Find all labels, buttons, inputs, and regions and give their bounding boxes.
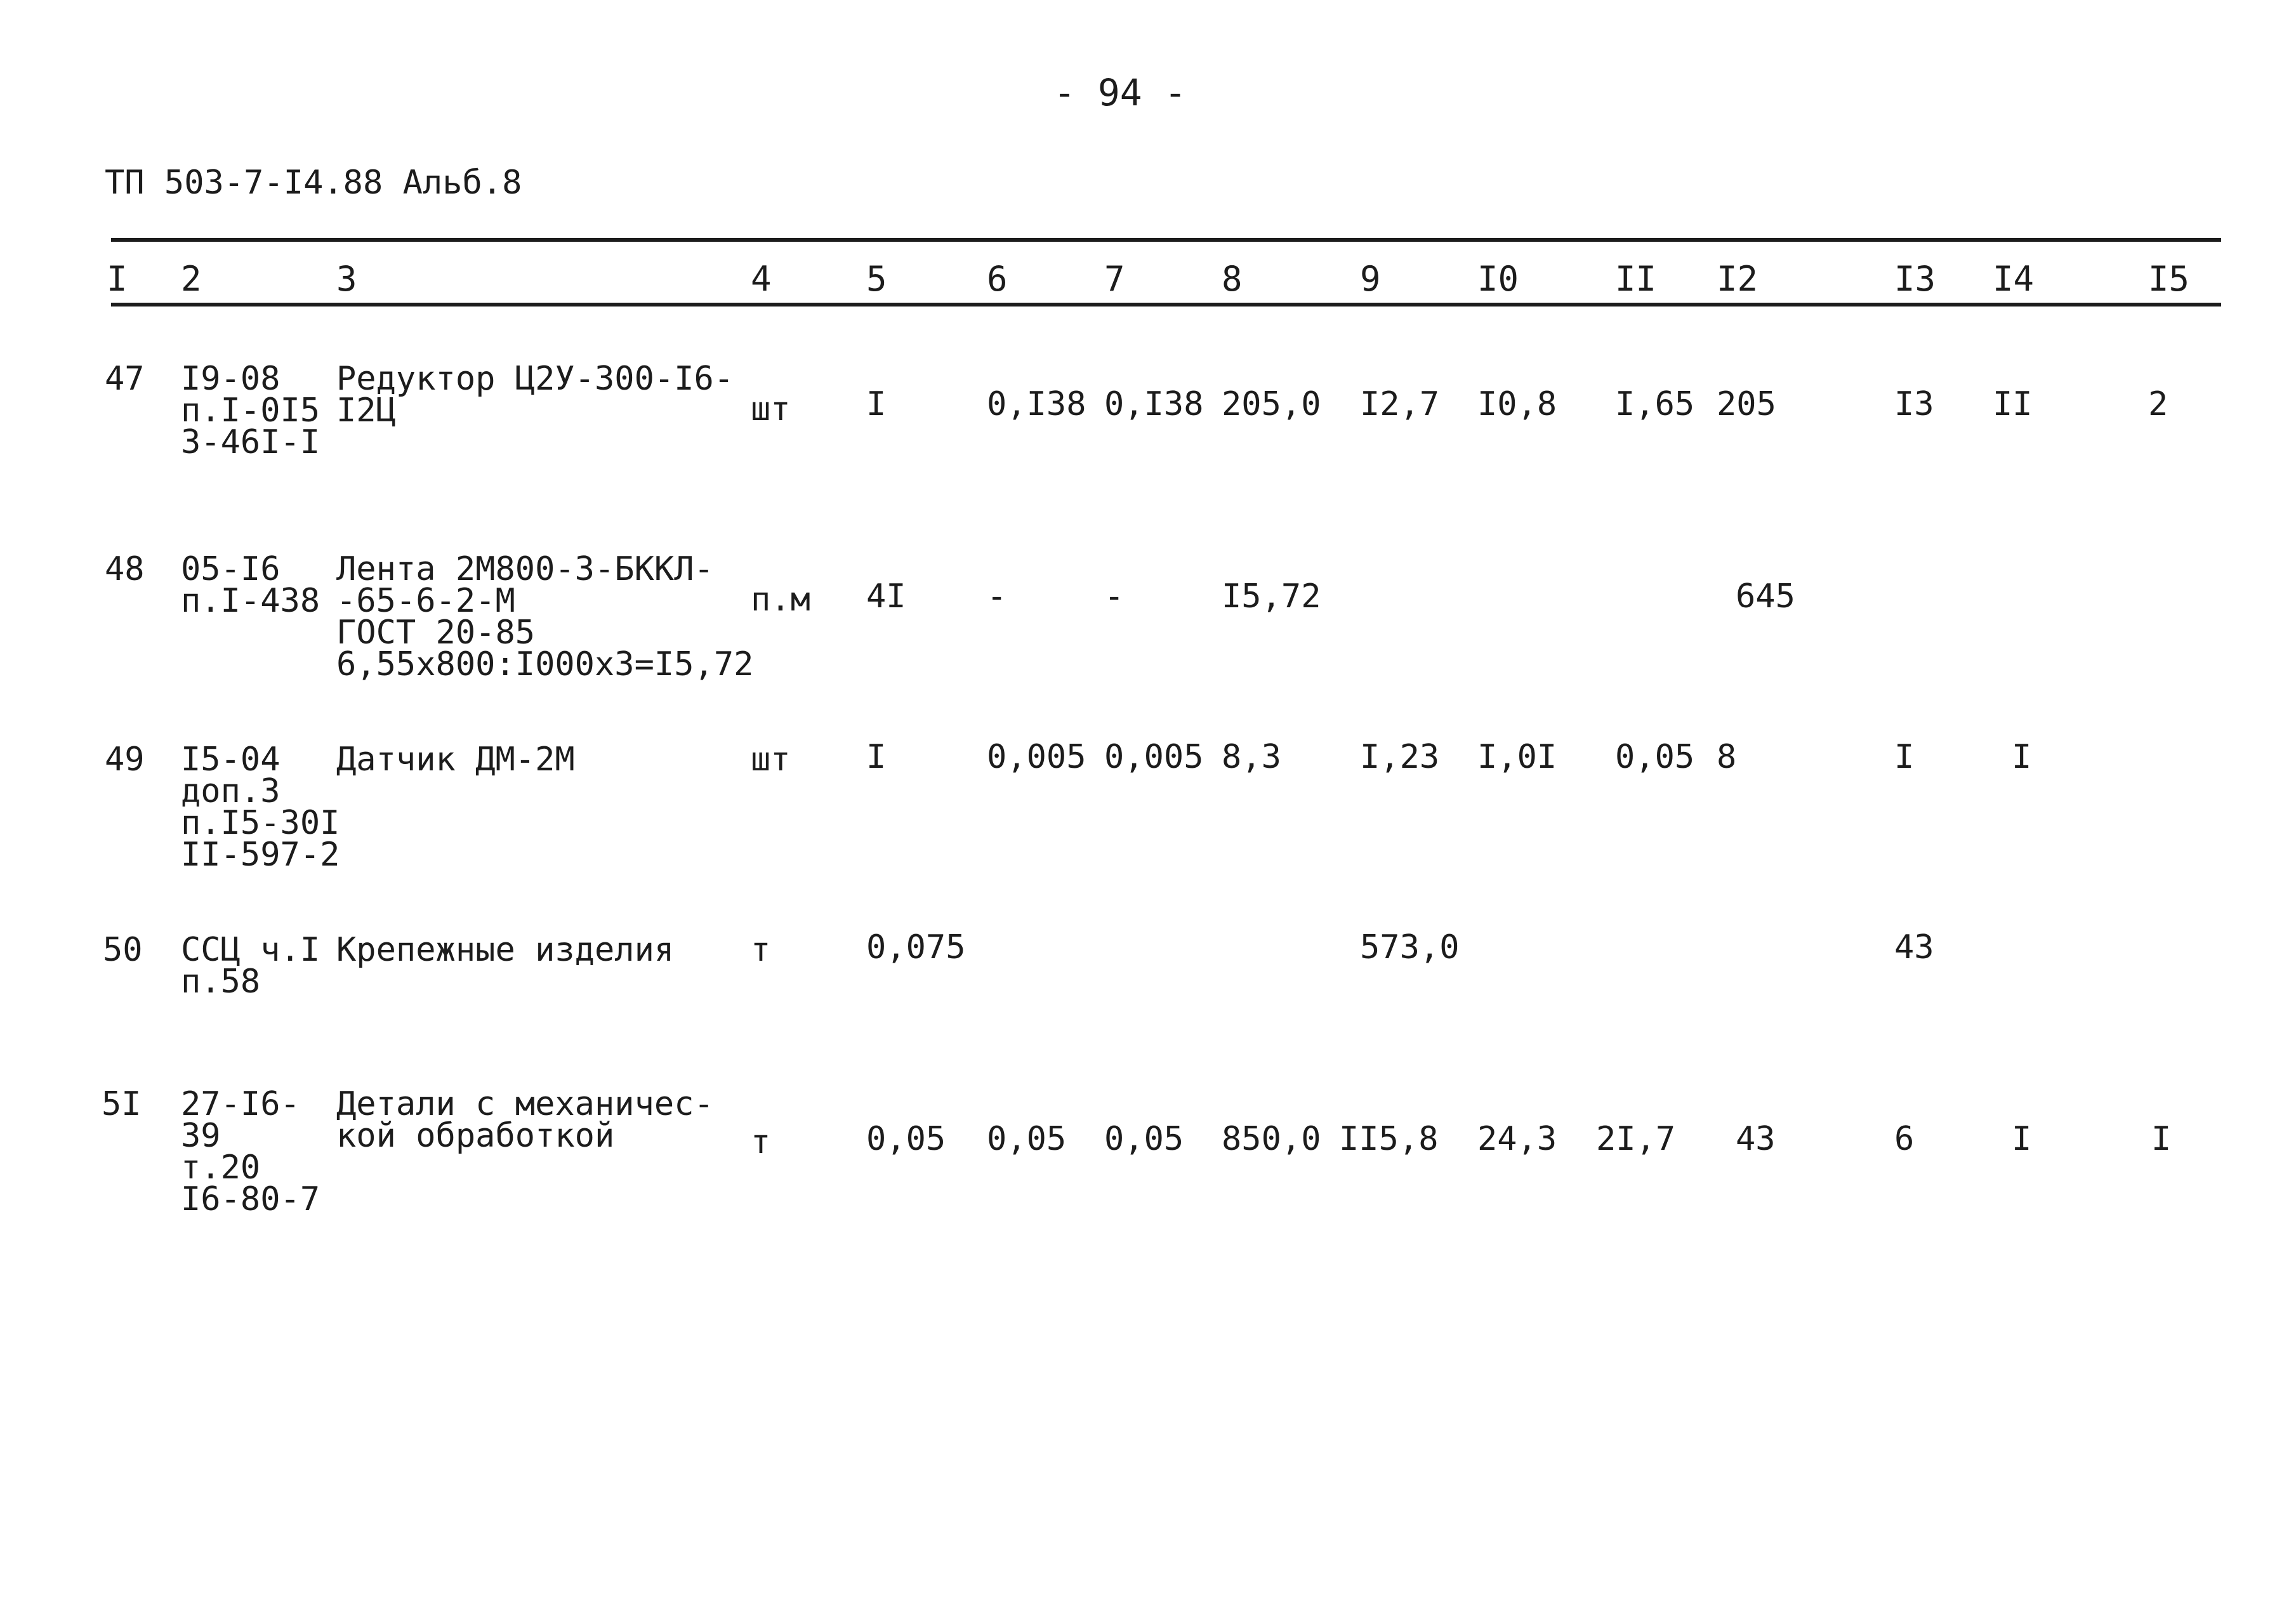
cell-col-11: 2I,7: [1596, 1120, 1676, 1158]
cell-col-10: I,0I: [1477, 738, 1557, 776]
norm-reference: I9-08 п.I-0I5 3-46I-I: [181, 360, 320, 461]
cell-col-6: -: [987, 577, 1007, 616]
unit: т: [751, 1123, 771, 1161]
row-number: 47: [105, 360, 145, 398]
column-header-14: I4: [1993, 259, 2035, 299]
column-header-5: 5: [866, 259, 887, 299]
cell-col-5: I: [866, 738, 887, 776]
norm-reference: 05-I6 п.I-438: [181, 550, 320, 620]
cell-col-5: I: [866, 385, 887, 423]
cell-col-8: 205,0: [1222, 385, 1321, 423]
column-header-7: 7: [1104, 259, 1125, 299]
cell-col-5: 0,05: [866, 1120, 946, 1158]
cell-col-15: 2: [2148, 385, 2168, 423]
cell-col-10: I0,8: [1477, 385, 1557, 423]
column-header-2: 2: [181, 259, 202, 299]
row-number: 5I: [102, 1085, 142, 1123]
item-name: Лента 2М800-3-БККЛ- -65-6-2-М ГОСТ 20-85 6,55х800:I000х3=I5,72: [336, 550, 754, 683]
norm-reference: I5-04 доп.3 п.I5-30I II-597-2: [181, 741, 340, 874]
cell-col-12: 8: [1717, 738, 1737, 776]
cell-col-9: I2,7: [1360, 385, 1440, 423]
header-rule-bottom: [111, 303, 2221, 306]
column-header-12: I2: [1717, 259, 1758, 299]
unit: т: [751, 931, 771, 969]
cell-col-7: 0,I38: [1104, 385, 1204, 423]
item-name: Детали с механичес- кой обработкой: [336, 1085, 714, 1155]
unit: шт: [751, 390, 791, 428]
cell-col-11: 0,05: [1615, 738, 1695, 776]
item-name: Крепежные изделия: [336, 931, 675, 969]
column-header-13: I3: [1894, 259, 1936, 299]
item-name: Датчик ДМ-2М: [336, 741, 575, 779]
cell-col-8: I5,72: [1222, 577, 1321, 616]
column-header-10: I0: [1477, 259, 1519, 299]
cell-col-9: II5,8: [1339, 1120, 1439, 1158]
cell-col-12: 205: [1717, 385, 1776, 423]
cell-col-9: 573,0: [1360, 928, 1460, 966]
cell-col-14: I: [2012, 738, 2032, 776]
cell-col-6: 0,I38: [987, 385, 1086, 423]
cell-col-13: I: [1894, 738, 1915, 776]
cell-col-13: 6: [1894, 1120, 1915, 1158]
column-header-6: 6: [987, 259, 1008, 299]
cell-col-8: 850,0: [1222, 1120, 1321, 1158]
cell-col-6: 0,05: [987, 1120, 1067, 1158]
column-header-3: 3: [336, 259, 357, 299]
cell-col-14: I: [2012, 1120, 2032, 1158]
cell-col-8: 8,3: [1222, 738, 1281, 776]
row-number: 50: [103, 931, 143, 969]
cell-col-12: 645: [1736, 577, 1795, 616]
cell-col-13: 43: [1894, 928, 1934, 966]
cell-col-5: 4I: [866, 577, 906, 616]
cell-col-12: 43: [1736, 1120, 1776, 1158]
cell-col-13: I3: [1894, 385, 1934, 423]
column-header-4: 4: [751, 259, 772, 299]
cell-col-7: 0,005: [1104, 738, 1204, 776]
column-header-8: 8: [1222, 259, 1243, 299]
cell-col-15: I: [2151, 1120, 2172, 1158]
unit: шт: [751, 741, 791, 779]
column-header-9: 9: [1360, 259, 1381, 299]
norm-reference: 27-I6- 39 т.20 I6-80-7: [181, 1085, 320, 1218]
cell-col-7: -: [1104, 577, 1125, 616]
cell-col-9: I,23: [1360, 738, 1440, 776]
unit: п.м: [751, 581, 810, 619]
column-header-15: I5: [2148, 259, 2190, 299]
column-header-11: II: [1615, 259, 1657, 299]
row-number: 48: [105, 550, 145, 588]
cell-col-7: 0,05: [1104, 1120, 1184, 1158]
norm-reference: ССЦ ч.I п.58: [181, 931, 320, 1001]
header-rule-top: [111, 238, 2221, 242]
column-header-1: I: [107, 259, 128, 299]
cell-col-6: 0,005: [987, 738, 1086, 776]
page-number: - 94 -: [1053, 71, 1187, 114]
cell-col-11: I,65: [1615, 385, 1695, 423]
row-number: 49: [105, 741, 145, 779]
item-name: Редуктор Ц2У-300-I6- I2Ц: [336, 360, 734, 430]
cell-col-5: 0,075: [866, 928, 966, 966]
document-code: ТП 503-7-I4.88 Альб.8: [105, 164, 522, 202]
cell-col-14: II: [1993, 385, 2033, 423]
cell-col-10: 24,3: [1477, 1120, 1557, 1158]
